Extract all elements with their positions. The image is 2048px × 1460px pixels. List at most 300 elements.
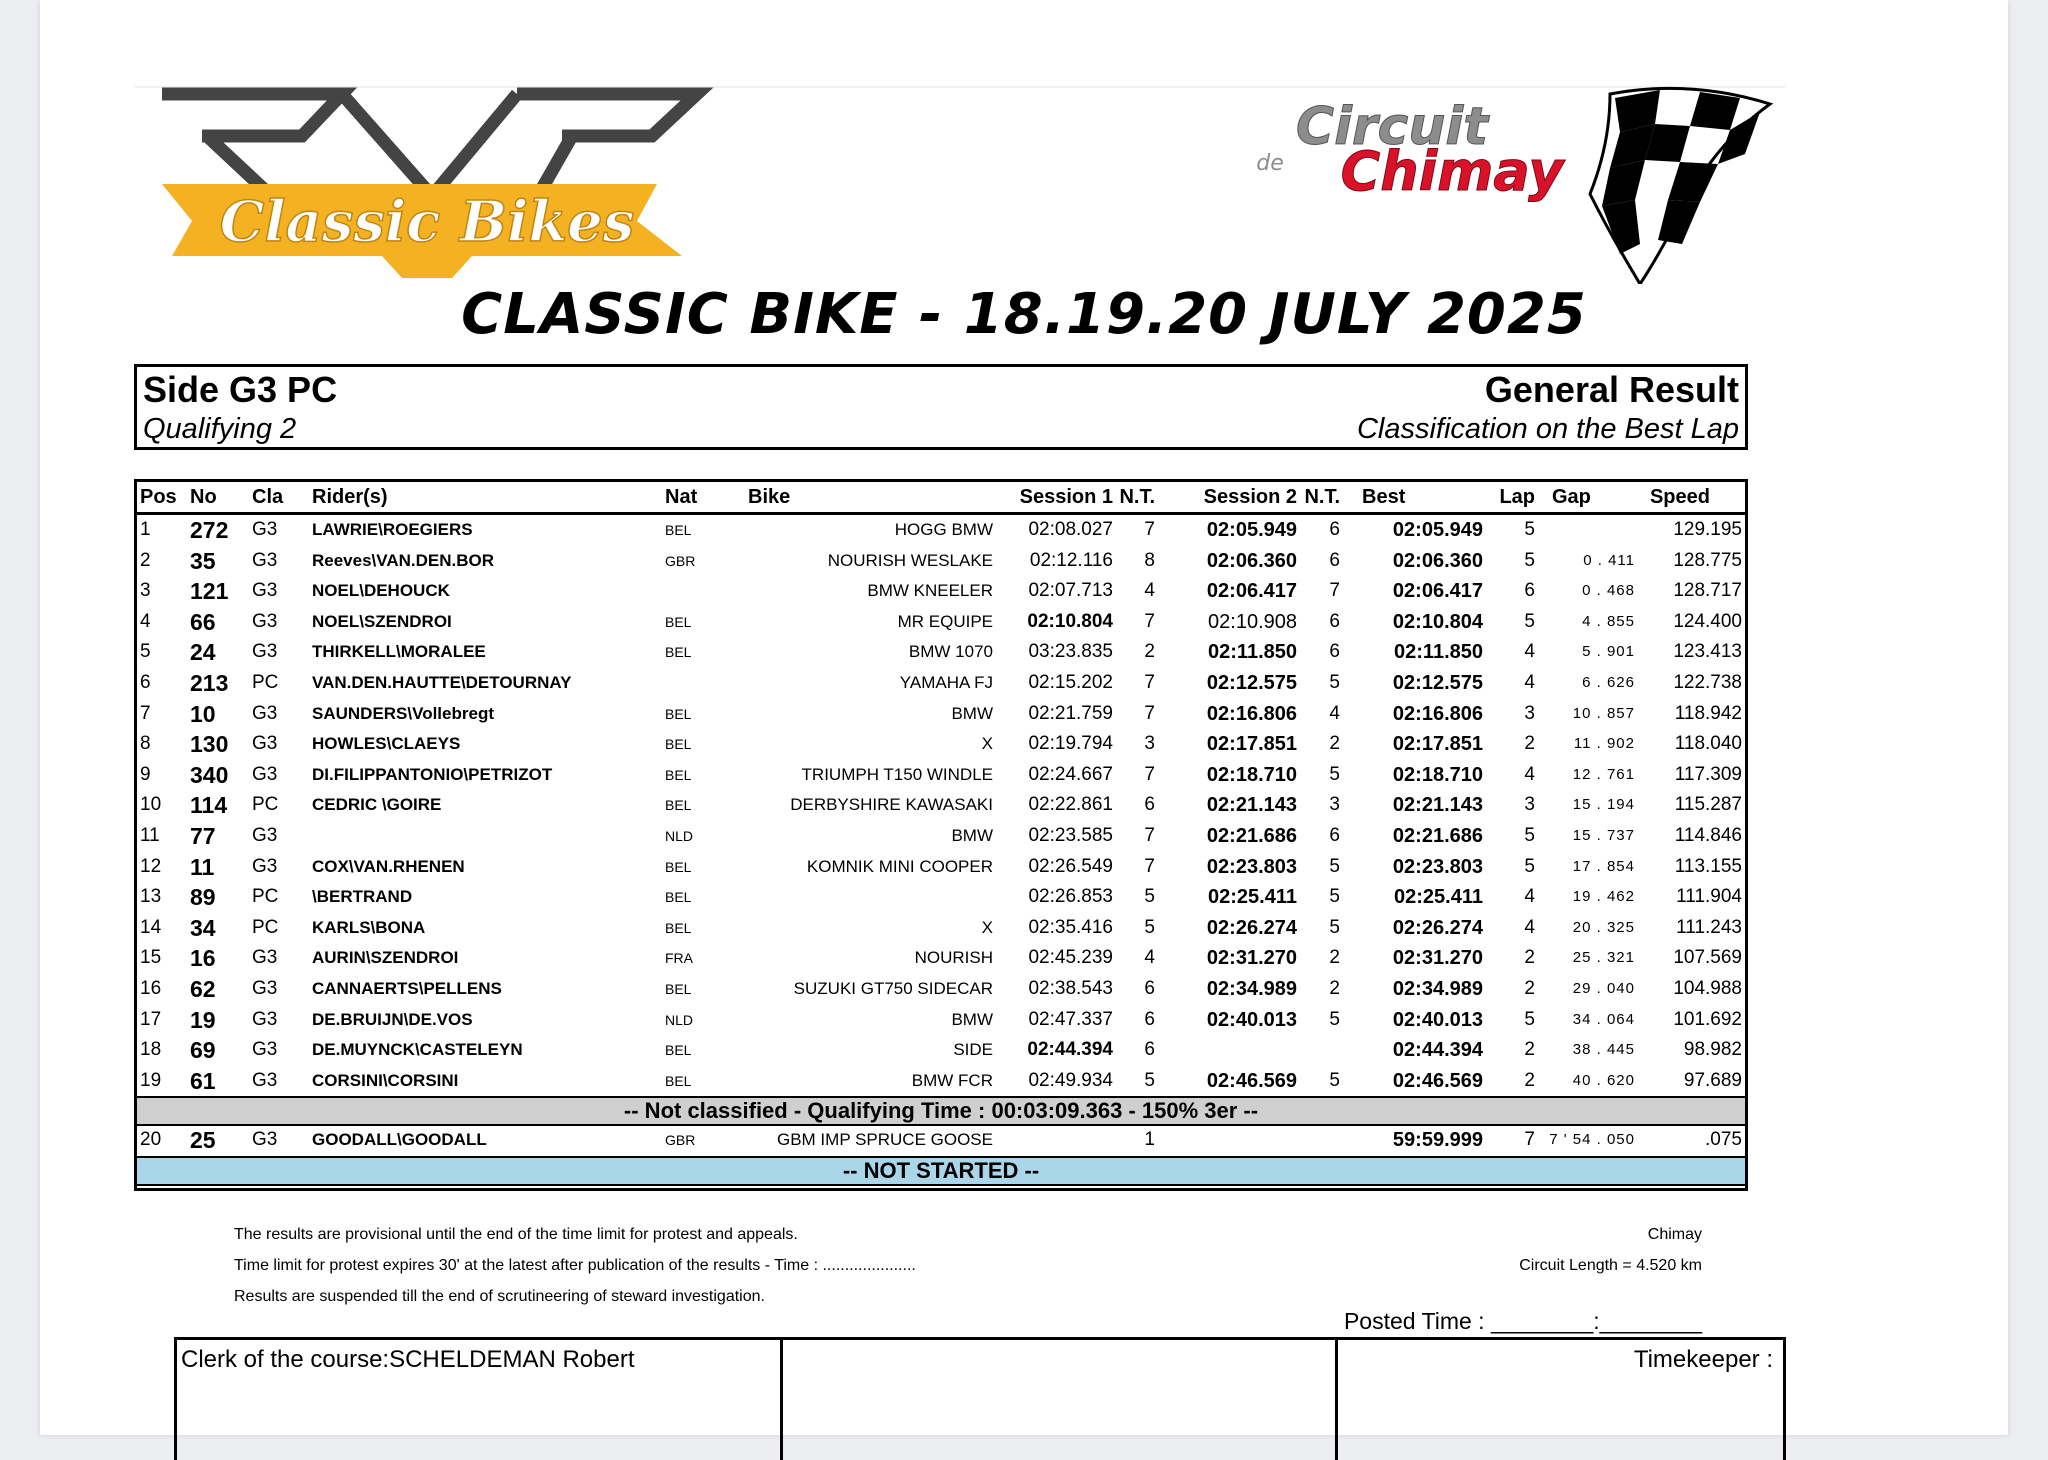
cell-s1: 02:44.394 (1027, 1039, 1113, 1061)
cell-speed: 117.309 (1674, 763, 1742, 785)
cell-nt2: 2 (1329, 733, 1340, 755)
cell-pos: 3 (140, 580, 151, 602)
cell-best: 02:21.686 (1392, 825, 1483, 847)
cell-s1: 02:24.667 (1028, 763, 1113, 785)
cell-pos: 17 (140, 1008, 162, 1030)
left-logo-text: Classic Bikes (219, 189, 635, 255)
cell-best: 02:40.013 (1392, 1008, 1483, 1031)
cell-riders: DI.FILIPPANTONIO\PETRIZOT (312, 764, 553, 784)
circuit-name: Chimay (1647, 1226, 1702, 1243)
cell-no: 272 (190, 517, 229, 543)
cell-s1: 02:35.416 (1028, 916, 1113, 938)
table-row (137, 1035, 1745, 1066)
cell-gap: 25 . 321 (1572, 949, 1635, 967)
cell-bike: SUZUKI GT750 SIDECAR (793, 979, 993, 998)
cell-no: 19 (190, 1006, 216, 1033)
cell-s2: 02:17.851 (1206, 733, 1297, 756)
cell-speed: 111.243 (1676, 916, 1742, 938)
cell-lap: 5 (1524, 549, 1535, 571)
right-logo-de: de (1256, 151, 1284, 176)
col-bike: Bike (748, 486, 791, 508)
cell-s2: 02:06.417 (1206, 580, 1297, 603)
table-row (137, 576, 1745, 607)
cell-s2: 02:10.908 (1208, 610, 1297, 633)
cell-bike: BMW 1070 (908, 642, 993, 662)
cell-pos: 1 (140, 519, 151, 540)
cell-speed: 128.717 (1673, 580, 1742, 602)
cell-s2: 02:46.569 (1206, 1069, 1297, 1092)
table-header (137, 482, 1745, 515)
cell-riders: NOEL\DEHOUCK (312, 581, 450, 601)
cell-nt1: 5 (1144, 886, 1155, 908)
timekeeper-signature-box (1335, 1337, 1786, 1460)
cell-gap: 4 . 855 (1582, 612, 1635, 630)
cell-cla: G3 (252, 610, 278, 632)
cell-nt2: 2 (1329, 947, 1340, 969)
cell-nat: FRA (665, 950, 693, 967)
classic-bikes-logo (132, 86, 722, 286)
cell-nt2: 6 (1329, 610, 1340, 632)
not-started-banner: -- NOT STARTED -- (137, 1156, 1745, 1186)
cell-no: 121 (190, 578, 229, 605)
cell-riders: HOWLES\CLAEYS (312, 734, 461, 754)
cell-best: 02:12.575 (1392, 672, 1483, 694)
cell-cla: G3 (252, 1129, 278, 1150)
cell-gap: 5 . 901 (1582, 643, 1635, 661)
cell-speed: 111.904 (1676, 886, 1742, 908)
cell-nt2: 5 (1329, 763, 1340, 785)
circuit-de-chimay-logo (1170, 84, 1790, 284)
cell-pos: 16 (140, 978, 162, 999)
cell-nt2: 6 (1329, 825, 1340, 846)
cell-nt1: 7 (1144, 855, 1155, 877)
cell-nt1: 4 (1144, 580, 1155, 602)
cell-speed: 98.982 (1683, 1039, 1742, 1061)
cell-pos: 18 (140, 1039, 162, 1061)
cell-lap: 5 (1524, 825, 1535, 846)
table-row (137, 729, 1745, 760)
cell-lap: 4 (1524, 641, 1535, 663)
cell-bike: GBM IMP SPRUCE GOOSE (776, 1130, 993, 1149)
cell-speed: 122.738 (1673, 672, 1742, 693)
cell-no: 114 (190, 792, 228, 819)
cell-nt1: 7 (1144, 519, 1155, 540)
col-session1: Session 1 (1019, 486, 1113, 508)
cell-lap: 5 (1524, 1008, 1535, 1030)
cell-best: 02:17.851 (1392, 733, 1483, 756)
cell-lap: 5 (1524, 610, 1535, 632)
cell-s2: 02:16.806 (1206, 702, 1297, 725)
cell-best: 02:10.804 (1392, 610, 1483, 633)
cell-s1: 02:08.027 (1028, 519, 1113, 540)
right-logo-chimay: Chimay (1340, 140, 1564, 203)
table-row (137, 546, 1745, 577)
cell-nt1: 6 (1144, 978, 1155, 999)
cell-riders: Reeves\VAN.DEN.BOR (312, 550, 495, 570)
cell-pos: 7 (140, 702, 151, 724)
cell-nt2: 5 (1329, 672, 1340, 693)
cell-pos: 9 (140, 763, 151, 785)
cell-nat: GBR (665, 552, 696, 569)
cell-lap: 3 (1524, 702, 1535, 724)
col-nt2: N.T. (1304, 486, 1340, 508)
cell-gap: 6 . 626 (1582, 674, 1635, 691)
session-info-box (134, 364, 1748, 450)
cell-nt1: 7 (1144, 672, 1155, 693)
cell-best: 02:06.360 (1392, 549, 1483, 572)
cell-riders: KARLS\BONA (312, 917, 426, 937)
cell-nat: BEL (665, 705, 692, 722)
cell-lap: 2 (1524, 1069, 1535, 1091)
timekeeper-label: Timekeeper : (1633, 1346, 1773, 1373)
cell-pos: 8 (140, 733, 151, 755)
cell-gap: 34 . 064 (1572, 1010, 1635, 1028)
cell-pos: 11 (140, 825, 160, 846)
cell-lap: 6 (1524, 580, 1535, 602)
cell-s2: 02:21.686 (1206, 825, 1297, 847)
cell-s1: 02:07.713 (1028, 580, 1113, 602)
cell-s1: 03:23.835 (1028, 641, 1113, 663)
cell-s2: 02:18.710 (1206, 763, 1297, 786)
cell-best: 02:23.803 (1392, 855, 1483, 878)
table-row (137, 1005, 1745, 1036)
cell-s2: 02:25.411 (1208, 886, 1297, 909)
cell-bike: SIDE (953, 1040, 993, 1060)
cell-nt1: 1 (1144, 1129, 1155, 1150)
cell-riders: CORSINI\CORSINI (312, 1070, 459, 1090)
cell-nat: BEL (665, 1072, 692, 1089)
col-riders: Rider(s) (312, 486, 388, 508)
cell-nat: BEL (665, 613, 692, 630)
cell-riders: CANNAERTS\PELLENS (312, 979, 502, 998)
cell-nt1: 4 (1144, 947, 1155, 969)
cell-no: 340 (190, 761, 229, 788)
cell-nt1: 5 (1144, 916, 1155, 938)
cell-riders: DE.MUYNCK\CASTELEYN (312, 1040, 523, 1060)
cell-bike: KOMNIK MINI COOPER (806, 856, 993, 876)
cell-lap: 2 (1524, 947, 1535, 969)
cell-best: 02:21.143 (1392, 794, 1483, 817)
cell-nt2: 7 (1329, 580, 1340, 602)
cell-bike: BMW FCR (911, 1070, 993, 1090)
cell-nt1: 6 (1144, 794, 1155, 816)
cell-gap: 12 . 761 (1572, 765, 1635, 783)
cell-nt1: 8 (1144, 549, 1155, 571)
cell-gap: 15 . 194 (1572, 796, 1635, 814)
cell-nt1: 3 (1144, 733, 1155, 755)
cell-best: 02:16.806 (1392, 702, 1483, 725)
cell-lap: 4 (1524, 886, 1535, 908)
right-logo-circuit: Circuit (1295, 97, 1489, 157)
cell-pos: 15 (140, 947, 162, 969)
cell-nt2: 2 (1329, 978, 1340, 999)
table-row (137, 882, 1745, 913)
table-row (137, 637, 1745, 668)
cell-speed: 124.400 (1673, 610, 1742, 632)
cell-s2: 02:21.143 (1206, 794, 1297, 817)
table-row-not-classified (137, 1125, 1745, 1156)
result-type-label: General Result (1484, 369, 1739, 410)
cell-bike: BMW KNEELER (867, 581, 993, 601)
cell-nt1: 7 (1144, 825, 1155, 846)
cell-bike: X (981, 917, 993, 937)
cell-speed: 118.942 (1674, 702, 1742, 724)
cell-best: 59:59.999 (1392, 1129, 1483, 1151)
cell-no: 35 (190, 547, 216, 574)
cell-gap: 29 . 040 (1572, 980, 1635, 997)
cell-gap: 0 . 411 (1583, 551, 1635, 569)
table-row (137, 668, 1745, 699)
cell-speed: 113.155 (1674, 855, 1742, 877)
cell-bike: NOURISH (914, 948, 993, 968)
cell-cla: G3 (252, 733, 278, 755)
cell-speed: 128.775 (1673, 549, 1742, 571)
cell-riders: THIRKELL\MORALEE (312, 642, 486, 662)
cell-best: 02:18.710 (1392, 763, 1483, 786)
table-row (137, 760, 1745, 791)
cell-speed: 114.846 (1674, 825, 1742, 846)
cell-cla: G3 (252, 519, 278, 540)
cell-gap: 11 . 902 (1573, 735, 1635, 753)
cell-s2: 02:34.989 (1206, 978, 1297, 1000)
clerk-signature-box (174, 1337, 783, 1460)
cell-s2: 02:26.274 (1206, 916, 1297, 939)
cell-nat: BEL (665, 766, 692, 783)
cell-nat: GBR (665, 1132, 696, 1148)
cell-no: 24 (190, 639, 216, 666)
cell-riders: VAN.DEN.HAUTTE\DETOURNAY (312, 673, 572, 692)
cell-best: 02:26.274 (1392, 916, 1483, 939)
cell-best: 02:05.949 (1392, 519, 1483, 541)
cell-s1: 02:22.861 (1028, 794, 1113, 816)
cell-nat: BEL (665, 644, 692, 661)
cell-s1: 02:21.759 (1028, 702, 1113, 724)
cell-speed: 101.692 (1673, 1008, 1742, 1030)
table-row (137, 974, 1745, 1005)
col-no: No (190, 486, 217, 508)
cell-cla: G3 (252, 641, 278, 663)
cell-no: 25 (190, 1127, 216, 1153)
cell-s2: 02:06.360 (1206, 549, 1297, 572)
cell-no: 213 (190, 670, 229, 696)
cell-nt2: 5 (1329, 916, 1340, 938)
col-gap: Gap (1552, 486, 1591, 508)
cell-nat: BEL (665, 858, 692, 875)
cell-s2: 02:11.850 (1208, 641, 1297, 664)
cell-bike: DERBYSHIRE KAWASAKI (790, 795, 993, 815)
cell-best: 02:06.417 (1392, 580, 1483, 603)
table-row (137, 913, 1745, 944)
cell-cla: G3 (252, 1039, 278, 1061)
cell-gap: 15 . 737 (1572, 827, 1635, 844)
cell-cla: PC (252, 886, 279, 908)
cell-pos: 14 (140, 916, 162, 938)
cell-no: 11 (190, 853, 215, 880)
col-lap: Lap (1499, 486, 1535, 508)
cell-best: 02:34.989 (1392, 978, 1483, 1000)
cell-bike: X (981, 734, 993, 754)
cell-pos: 4 (140, 610, 151, 632)
col-session2: Session 2 (1203, 486, 1297, 508)
cell-nt1: 7 (1144, 763, 1155, 785)
col-pos: Pos (140, 486, 177, 508)
cell-cla: G3 (252, 549, 278, 571)
cell-riders: GOODALL\GOODALL (312, 1130, 487, 1149)
cell-s2: 02:12.575 (1206, 672, 1297, 694)
cell-riders: SAUNDERS\Vollebregt (312, 703, 494, 723)
cell-cla: G3 (252, 580, 278, 602)
cell-bike: BMW (951, 826, 993, 845)
cell-best: 02:46.569 (1392, 1069, 1483, 1092)
cell-s2: 02:31.270 (1206, 947, 1297, 970)
cell-no: 66 (190, 608, 216, 635)
cell-nat: NLD (665, 1011, 694, 1028)
cell-lap: 2 (1524, 978, 1535, 999)
cell-riders: LAWRIE\ROEGIERS (312, 520, 473, 539)
cell-nt2: 6 (1329, 641, 1340, 663)
cell-nat: BEL (665, 919, 692, 936)
session-label: Qualifying 2 (143, 413, 297, 445)
cell-pos: 19 (140, 1069, 162, 1091)
cell-nt2: 4 (1329, 702, 1340, 724)
cell-nat: BEL (665, 736, 692, 753)
cell-nt1: 5 (1144, 1069, 1155, 1091)
cell-gap: 17 . 854 (1572, 857, 1635, 875)
cell-nat: BEL (665, 981, 692, 997)
cell-cla: G3 (252, 855, 278, 877)
cell-nt1: 2 (1144, 641, 1155, 663)
cell-no: 130 (190, 731, 229, 758)
results-page (40, 0, 2008, 1435)
category-label: Side G3 PC (143, 369, 338, 410)
cell-cla: G3 (252, 825, 278, 846)
cell-riders: CEDRIC \GOIRE (312, 795, 442, 815)
cell-gap: 0 . 468 (1582, 582, 1635, 600)
cell-lap: 4 (1524, 763, 1535, 785)
cell-s1: 02:12.116 (1029, 549, 1113, 571)
col-cla: Cla (252, 486, 284, 508)
cell-nt2: 5 (1329, 1069, 1340, 1091)
cell-lap: 3 (1524, 794, 1535, 816)
cell-cla: PC (252, 672, 279, 693)
not-classified-banner: -- Not classified - Qualifying Time : 00:03:09.363 - 150% 3er -- (137, 1096, 1745, 1126)
cell-s1: 02:23.585 (1028, 825, 1113, 846)
table-row (137, 852, 1745, 883)
posted-time: Posted Time : ________:________ (1343, 1308, 1702, 1334)
cell-no: 62 (190, 976, 216, 1002)
results-table (134, 479, 1748, 1191)
cell-speed: 118.040 (1674, 733, 1742, 755)
note-provisional: The results are provisional until the end of the time limit for protest and appeals. (234, 1226, 798, 1243)
cell-bike: TRIUMPH T150 WINDLE (801, 764, 993, 784)
cell-nat: BEL (665, 797, 692, 814)
event-title: CLASSIC BIKE - 18.19.20 JULY 2025 (461, 282, 1587, 347)
cell-nt2: 6 (1329, 519, 1340, 540)
cell-nat: BEL (665, 1042, 692, 1059)
cell-bike: HOGG BMW (894, 520, 993, 539)
cell-no: 89 (190, 884, 216, 911)
table-row (137, 699, 1745, 730)
cell-nat: BEL (665, 522, 692, 538)
cell-best: 02:11.850 (1394, 641, 1483, 664)
cell-s1: 02:26.853 (1028, 886, 1113, 908)
cell-pos: 5 (140, 641, 151, 663)
note-protest-time: Time limit for protest expires 30' at the latest after publication of the results - Time : ..................... (234, 1257, 916, 1274)
cell-nt1: 7 (1144, 610, 1155, 632)
cell-cla: G3 (252, 1008, 278, 1030)
cell-speed: 107.569 (1673, 947, 1742, 969)
cell-s2: 02:05.949 (1206, 519, 1297, 541)
cell-gap: 19 . 462 (1572, 888, 1635, 906)
cell-s1: 02:49.934 (1028, 1069, 1113, 1091)
checkered-flag-icon (1590, 88, 1770, 284)
cell-pos: 13 (140, 886, 162, 908)
col-nt1: N.T. (1119, 486, 1155, 508)
cell-lap: 2 (1524, 1039, 1535, 1061)
cell-s1: 02:10.804 (1027, 610, 1113, 632)
note-suspended: Results are suspended till the end of scrutineering of steward investigation. (234, 1288, 765, 1305)
cell-s1: 02:47.337 (1028, 1008, 1113, 1030)
cell-pos: 10 (140, 794, 162, 816)
cell-s1: 02:45.239 (1028, 947, 1113, 969)
cell-cla: G3 (252, 1069, 278, 1091)
cell-s1: 02:15.202 (1028, 672, 1113, 693)
cell-cla: PC (252, 794, 279, 816)
cell-cla: G3 (252, 763, 278, 785)
cell-nat: NLD (665, 828, 694, 844)
cell-no: 61 (190, 1067, 216, 1094)
cell-s2: 02:23.803 (1206, 855, 1297, 878)
cell-nt2: 3 (1329, 794, 1340, 816)
cell-cla: G3 (252, 702, 278, 724)
cell-lap: 5 (1524, 519, 1535, 540)
table-row (137, 515, 1745, 546)
table-row (137, 943, 1745, 974)
cell-bike: BMW (951, 1009, 993, 1029)
cell-gap: 7 ' 54 . 050 (1549, 1131, 1635, 1148)
cell-lap: 7 (1524, 1129, 1535, 1150)
cell-best: 02:31.270 (1392, 947, 1483, 970)
cell-lap: 2 (1524, 733, 1535, 755)
cell-nt1: 6 (1144, 1039, 1155, 1061)
cell-speed: 129.195 (1673, 519, 1742, 540)
cell-bike: YAMAHA FJ (899, 673, 993, 692)
cell-speed: 104.988 (1673, 978, 1742, 999)
clerk-label: Clerk of the course:SCHELDEMAN Robert (181, 1346, 635, 1373)
cell-riders: NOEL\SZENDROI (312, 611, 452, 631)
cell-nt1: 7 (1144, 702, 1155, 724)
cell-bike: MR EQUIPE (897, 611, 993, 631)
cell-nt2: 6 (1329, 549, 1340, 571)
cell-cla: PC (252, 916, 279, 938)
cell-bike: BMW (951, 703, 993, 723)
cell-s1: 02:19.794 (1028, 733, 1113, 755)
cell-lap: 4 (1524, 672, 1535, 693)
cell-nt1: 6 (1144, 1008, 1155, 1030)
cell-gap: 38 . 445 (1572, 1041, 1635, 1059)
col-speed: Speed (1649, 486, 1710, 508)
cell-nat: BEL (665, 889, 692, 906)
cell-no: 16 (190, 945, 216, 972)
middle-signature-box (777, 1337, 1338, 1460)
cell-s2: 02:40.013 (1206, 1008, 1297, 1031)
cell-no: 69 (190, 1037, 216, 1064)
table-row (137, 790, 1745, 821)
cell-no: 10 (190, 700, 216, 727)
cell-pos: 6 (140, 672, 151, 693)
cell-riders: \BERTRAND (312, 887, 413, 907)
cell-best: 02:44.394 (1392, 1039, 1483, 1062)
